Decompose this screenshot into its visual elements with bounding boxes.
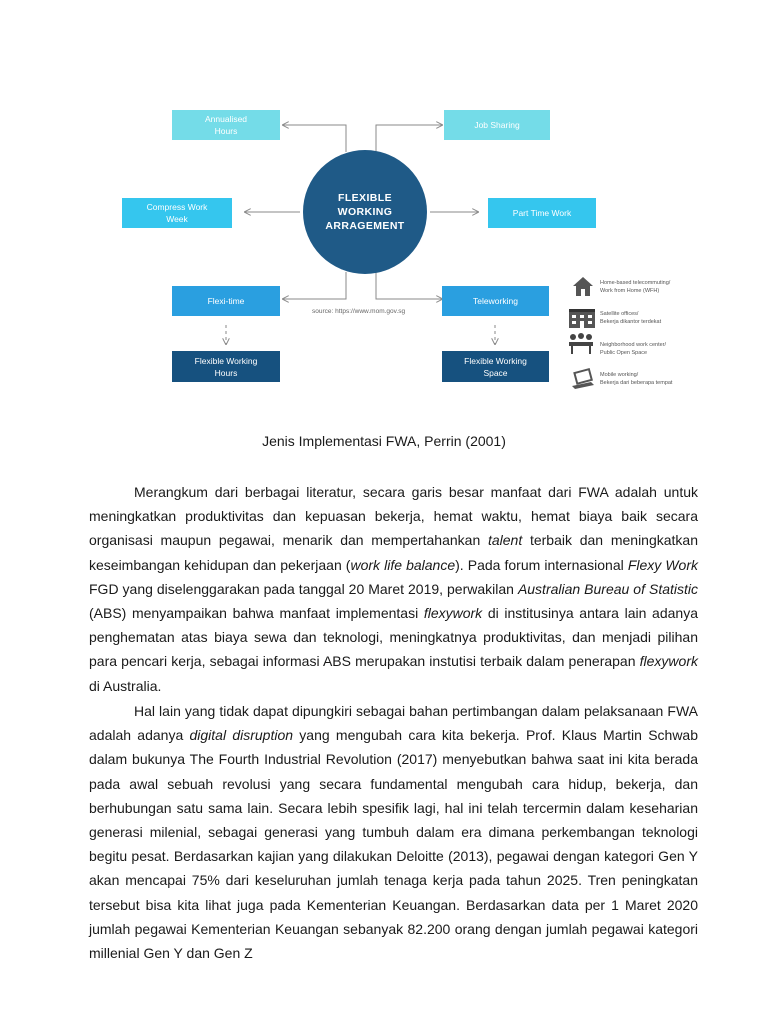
center-line2: WORKING [337,206,393,218]
laptop-icon [571,366,595,390]
legend-text-1: Home-based telecommuting/ Work from Home (WFH) [600,280,671,294]
center-line1: FLEXIBLE [338,192,392,204]
compress-work-week-box [122,198,232,228]
fws-line2: Space [483,367,508,378]
annualised-hours-box [172,110,280,140]
paragraph-2: Hal lain yang tidak dapat dipungkiri sebagai bahan pertimbangan dalam pelaksanaan FWA adalah adanya digital disruption yang mengubah cara kita bekerja. Prof. Klaus Martin Schwab dalam bukunya The Fourth Industrial Revolution (2017) menyebutkan bahwa saat ini kita berada pada awal sebuah revolusi yang secara fundamental mengubah cara hidup, bekerja, dan berhubungan satu sama lain. Secara lebih spesifik lagi, hal ini telah tercermin dalam keseharian generasi milenial, sebagai generasi yang tumbuh dalam era dimana perkembangan teknologi begitu pesat. Berdasarkan kajian yang dilakukan Deloitte (2013), pegawai dengan kategori Gen Y akan mencapai 75% dari keseluruhan jumlah tenaga kerja pada tahun 2025. Tren peningkatan tersebut bisa kita lihat juga pada Kementerian Keuangan. Berdasarkan data per 1 Maret 2020 jumlah pegawai Kementerian Keuangan sebanyak 82.200 orang dengan jumlah pegawai kategori millenial Gen Y dan Gen Z [89,703,698,962]
legend-text-3: Neighborhood work center/ Public Open Space [600,342,667,356]
home-icon [571,274,595,298]
center-line3: ARRAGEMENT [325,220,405,232]
flexi-time-box [172,286,280,316]
part-time-label: Part Time Work [512,208,572,218]
meeting-table-icon [567,332,595,356]
legend-text-4: Mobile working/ Bekerja dari beberapa tempat [600,372,673,386]
job-sharing-label: Job Sharing [474,120,520,130]
flexible-working-hours-box [172,351,280,382]
compress-line2: Week [166,214,188,224]
paragraph-1: Merangkum dari berbagai literatur, secara garis besar manfaat dari FWA adalah untuk meningkatkan produktivitas dan kepuasan bekerja, hemat waktu, hemat biaya baik secara organisasi maupun pegawai, menarik dan mempertahankan talent terbaik dan meningkatkan keseimbangan kehidupan dan pekerjaan (work life balance). Pada forum internasional Flexy Work FGD yang diselenggarakan pada tanggal 20 Maret 2019, perwakilan Australian Bureau of Statistic (ABS) menyampaikan bahwa manfaat implementasi flexywork di institusinya antara lain adanya penghematan atas biaya sewa dan teknologi, meningkatnya produktivitas, dan menjadi pilihan para pencari kerja, sebagai informasi ABS merupakan instutisi terbaik dalam penerapan flexywork di Australia. [89,484,698,694]
figure-caption: Jenis Implementasi FWA, Perrin (2001) [262,433,506,449]
teleworking-label: Teleworking [473,296,518,306]
fwa-diagram [0,0,768,410]
office-building-icon [568,306,596,330]
flexible-working-space-box [442,351,549,382]
fwh-line1: Flexible Working [194,355,258,366]
teleworking-box [442,286,549,316]
annualised-line2: Hours [214,126,238,136]
annualised-line1: Annualised [204,114,248,124]
job-sharing-box [444,110,550,140]
diagram-source: source: https://www.mom.gov.sg [312,308,406,315]
fwh-line2: Hours [214,367,238,378]
flexi-time-label: Flexi-time [207,296,245,306]
part-time-work-box [488,198,596,228]
fws-line1: Flexible Working [464,355,527,366]
legend-text-2: Satellite offices/ Bekerja dikantor terdekat [600,311,662,325]
flexible-working-arrangement-circle [303,150,427,274]
compress-line1: Compress Work [146,202,208,212]
